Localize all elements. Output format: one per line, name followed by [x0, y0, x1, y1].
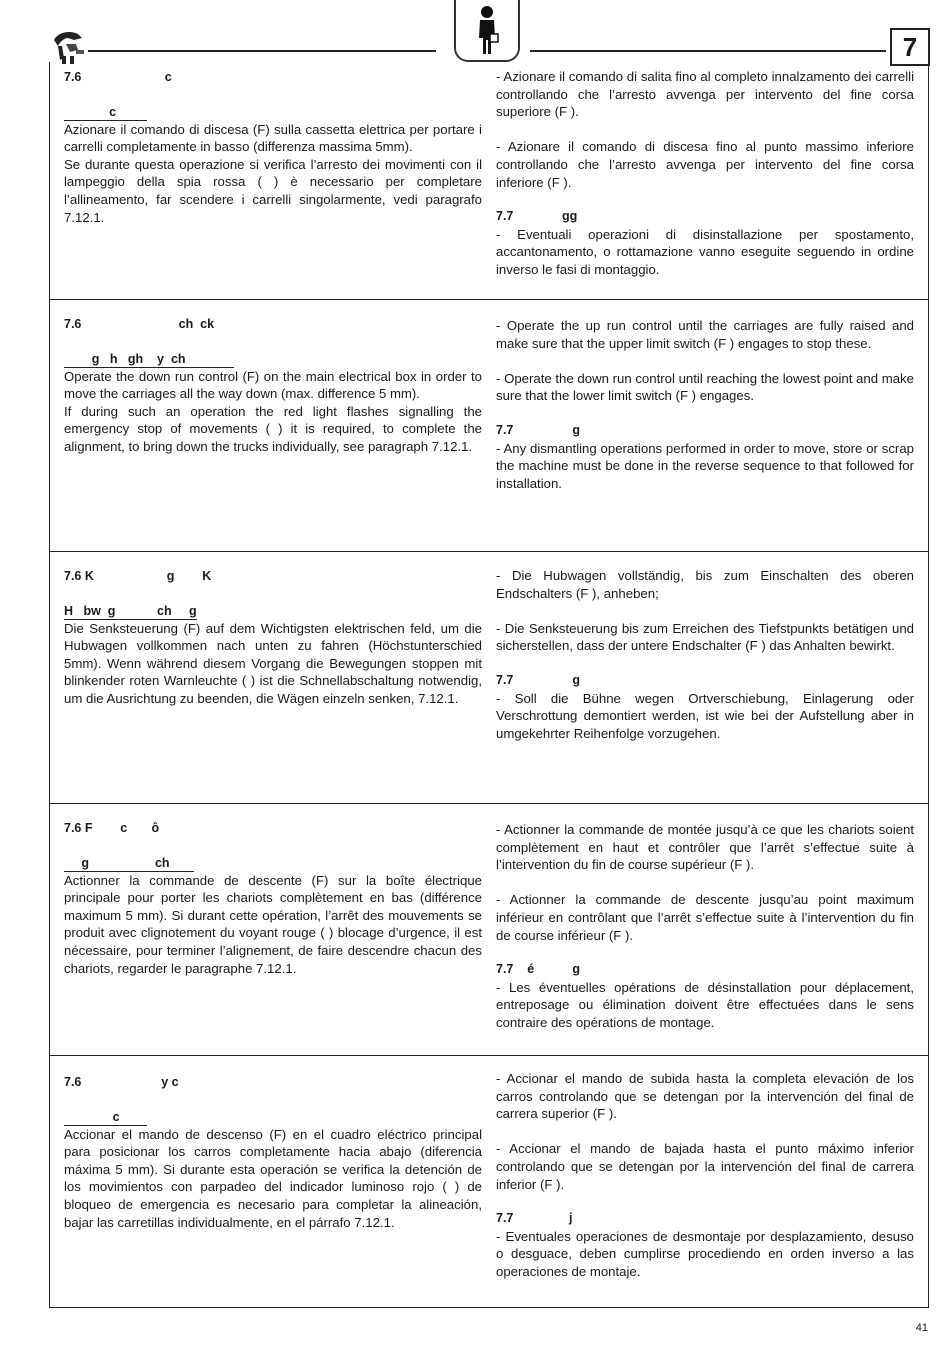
paragraph: - Actionner la commande de descente jusqu’au point maximum inférieur en contrôlant que l’arrêt s’effectue suite à l’intervention du fin de course inférieur (F ). — [496, 892, 914, 943]
paragraph: Se durante questa operazione si verifica l’arresto dei movimenti con il lampeggio della spia rossa ( ) è necessario per completare l’allineamento, far scendere i carrelli singolarmente, vedi paragrafo 7.12.1. — [64, 156, 482, 225]
paragraph: - Azionare il comando di discesa fino al punto massimo inferiore controllando che l’arresto avvenga per intervento del fine corsa inferiore (F ). — [496, 139, 914, 190]
section-heading: 7.6 ch ck — [64, 317, 215, 331]
section-subheading: g h gh y ch — [64, 351, 235, 366]
section-right-column — [496, 821, 914, 1032]
paragraph: - Operate the up run control until the carriages are fully raised and make sure that the upper limit switch (F ) engages to stop these. — [496, 318, 914, 351]
section-left-column — [64, 316, 482, 456]
paragraph: - Eventuales operaciones de desmontaje por desplazamiento, desuso o desguace, deben cumplirse procediendo en orden inverso a las operaciones de montaje. — [496, 1228, 914, 1279]
paragraph: - Soll die Bühne wegen Ortverschiebung, Einlagerung oder Verschrottung demontiert werden, ist wie bei der Aufstellung aber in umgekehrter Reihenfolge vorzugehen. — [496, 690, 914, 741]
paragraph: Azionare il comando di discesa (F) sulla cassetta elettrica per portare i carrelli completamente in basso (differenza massima 5mm). — [64, 121, 482, 155]
paragraph: Accionar el mando de descenso (F) en el cuadro eléctrico principal para posicionar los carros completamente hacia abajo (diferencia máxima 5 mm). Si durante esta operación se verifica la detención de los movimientos con parpadeo del indicador luminoso rojo ( ) de bloqueo de emergencia es necesario para completar la alineación, bajar las carretillas individualmente, en el párrafo 7.12.1. — [64, 1126, 482, 1230]
section-italian — [50, 62, 928, 300]
paragraph: - Any dismantling operations performed in order to move, store or scrap the machine must be done in the reverse sequence to that followed for installation. — [496, 440, 914, 491]
section-french — [50, 803, 928, 1056]
subsection-heading: 7.7 g — [496, 672, 581, 687]
header-rule-left — [88, 50, 436, 52]
paragraph: Actionner la commande de descente (F) sur la boîte électrique principale pour porter les chariots complètement en bas (différence maximum 5 mm). Si durant cette opération, l’arrêt des mouvements se produit avec clignotement du voyant rouge ( ) blocage d’urgence, il est nécessaire, pour terminer l’alignement, de faire descendre chacun des chariots, regarder le paragraphe 7.12.1. — [64, 872, 482, 976]
section-heading: 7.6 c — [64, 70, 172, 84]
section-subheading: c — [64, 104, 148, 119]
section-english — [50, 299, 928, 552]
paragraph: - Azionare il comando di salita fino al completo innalzamento dei carrelli controllando che l’arresto avvenga per intervento del fine corsa superiore (F ). — [496, 69, 914, 120]
header-rule-right — [530, 50, 886, 52]
section-subheading: g ch — [64, 855, 194, 870]
section-heading: 7.6 K g K — [64, 569, 212, 583]
paragraph: - Actionner la commande de montée jusqu’à ce que les chariots soient complètement en haut et contrôler que l’arrêt s’effectue suite à l’intervention du fin de course supérieur (F ). — [496, 822, 914, 873]
section-heading: 7.6 F c ô — [64, 821, 160, 835]
brand-logo-icon — [48, 26, 88, 66]
section-heading: 7.6 y c — [64, 1075, 179, 1089]
section-right-column — [496, 317, 914, 492]
section-left-column — [64, 820, 482, 977]
section-right-column — [496, 1070, 914, 1281]
paragraph: - Die Hubwagen vollständig, bis zum Einschalten des oberen Endschalters (F ), anheben; — [496, 568, 914, 601]
paragraph: - Les éventuelles opérations de désinstallation pour déplacement, entreposage ou élimination doivent être effectuées dans le sens contraire des opérations de montage. — [496, 979, 914, 1030]
person-icon-box — [454, 0, 520, 62]
paragraph: - Eventuali operazioni di disinstallazione per spostamento, accantonamento, o rottamazione vanno eseguite seguendo in ordine inverso le fasi di montaggio. — [496, 226, 914, 277]
paragraph: Operate the down run control (F) on the main electrical box in order to move the carriages all the way down (max. difference 5 mm). — [64, 368, 482, 402]
section-left-column — [64, 69, 482, 226]
paragraph: Die Senksteuerung (F) auf dem Wichtigsten elektrischen feld, um die Hubwagen vollkommen nach unten zu fahren (Höchstunterschied 5mm). Wenn während diesem Vorgang die Bewegungen stoppen mit blinkender roten Warnleuchte ( ) ist die Schnellabschaltung notwendig, um die Ausrichtung zu beenden, die Wägen einzeln senken, 7.12.1. — [64, 620, 482, 706]
paragraph: - Accionar el mando de subida hasta la completa elevación de los carros controlando que se detengan por la intervención del final de carrera superior (F ). — [496, 1071, 914, 1122]
section-spanish — [50, 1055, 928, 1308]
paragraph: - Die Senksteuerung bis zum Erreichen des Tiefstpunkts betätigen und sicherstellen, dass der untere Endschalter (F ) das Anhalten bewirkt. — [496, 620, 914, 654]
paragraph: - Operate the down run control until reaching the lowest point and make sure that the lower limit switch (F ) engages. — [496, 370, 914, 404]
paragraph: If during such an operation the red light flashes signalling the emergency stop of movements ( ) it is required, to complete the alignment, to bring down the trucks individually, see paragraph 7.12.1. — [64, 403, 482, 454]
subsection-heading: 7.7 gg — [496, 209, 578, 224]
paragraph: - Accionar el mando de bajada hasta el punto máximo inferior controlando que se detengan por la intervención del final de carrera inferior (F ). — [496, 1141, 914, 1192]
subsection-heading: 7.7 é g — [496, 962, 581, 977]
person-icon — [456, 0, 518, 58]
section-german — [50, 551, 928, 804]
subsection-heading: 7.7 j — [496, 1211, 573, 1226]
section-subheading: H bw g ch g — [64, 603, 197, 618]
section-right-column — [496, 567, 914, 742]
section-subheading: c — [64, 1109, 148, 1124]
content-frame — [49, 62, 929, 1308]
section-left-column — [64, 568, 482, 708]
chapter-number: 7 — [890, 28, 930, 66]
page-number: 41 — [915, 1322, 928, 1334]
subsection-heading: 7.7 g — [496, 422, 581, 437]
section-right-column — [496, 68, 914, 279]
section-left-column — [64, 1074, 482, 1231]
